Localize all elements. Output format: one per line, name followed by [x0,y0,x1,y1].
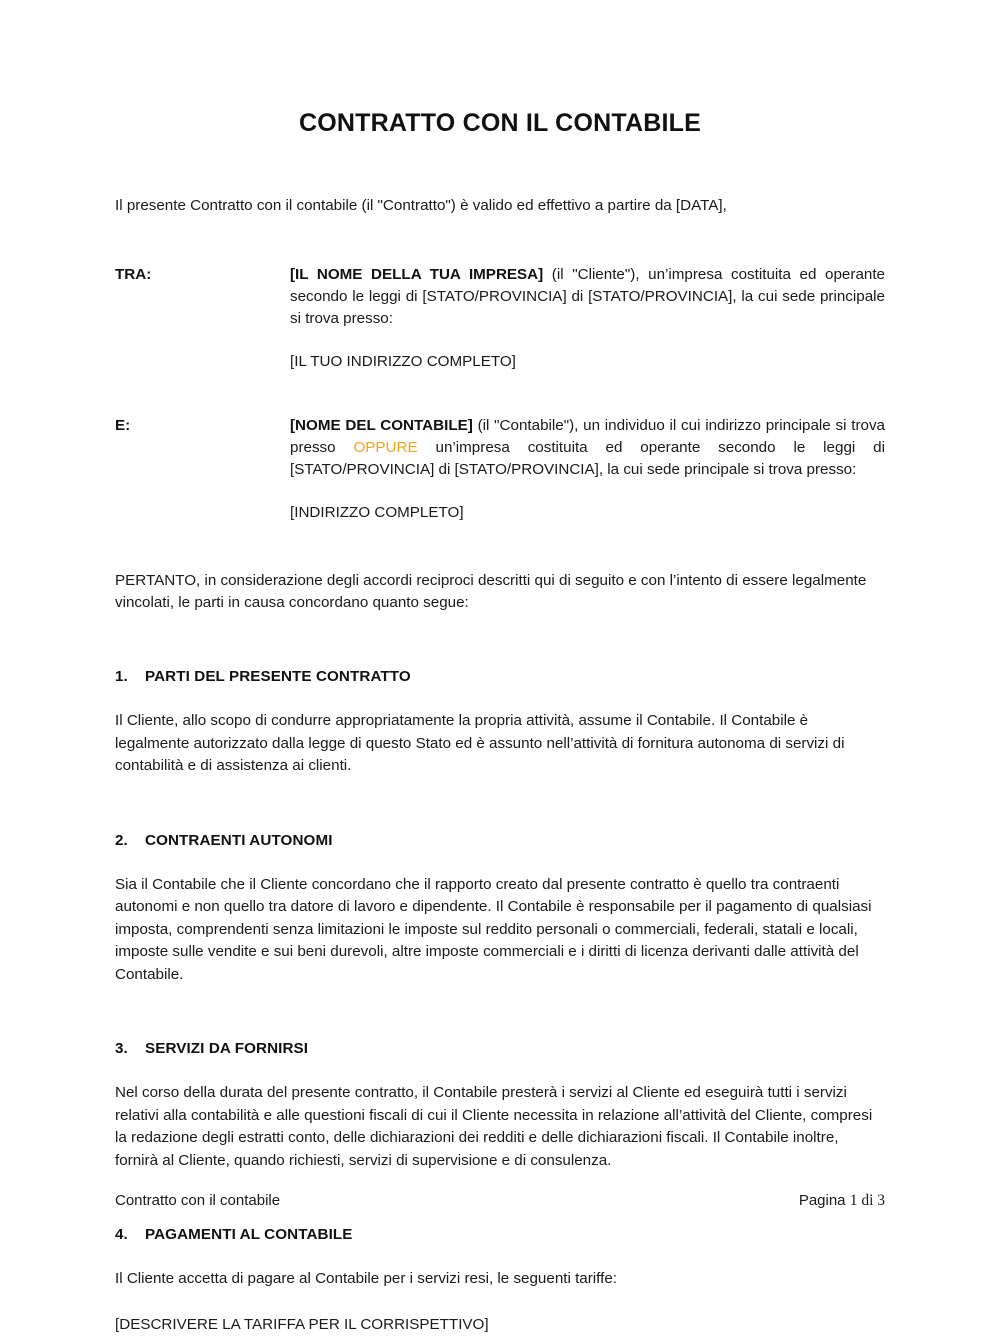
section-3-title: SERVIZI DA FORNIRSI [145,1040,309,1058]
party-block-e [115,415,885,524]
page-footer [115,1192,885,1210]
party-address-placeholder-client: [IL TUO INDIRIZZO COMPLETO] [290,353,516,371]
party-name-placeholder-client: [IL NOME DELLA TUA IMPRESA] [290,266,544,284]
party-label-tra: TRA: [115,266,152,284]
party-label-e: E: [115,417,131,435]
alternative-option-highlight: OPPURE [353,439,418,457]
section-3-heading [115,1038,885,1060]
footer-page-value: 1 di 3 [849,1192,885,1209]
section-2-number: 2. [115,831,128,849]
section-3-body: Nel corso della durata del presente contratto, il Contabile presterà i servizi al Cliente ed eseguirà tutti i servizi relativi alla contabilità e alle questioni fiscali di cui il Cliente necessita in relazione all’attività del Cliente, compresi la redazione degli estratti conto, delle dichiarazioni dei redditi e delle dichiarazioni fiscali. Il Contabile inoltre, fornirà al Cliente, quando richiesti, servizi di supervisione e di consulenza. [115,1084,873,1169]
footer-page-number [799,1192,885,1210]
intro-paragraph: Il presente Contratto con il contabile (il "Contratto") è valido ed effettivo a partire da [DATA], [115,197,727,214]
party-name-placeholder-accountant: [NOME DEL CONTABILE] [290,417,473,435]
section-4-number: 4. [115,1226,128,1244]
page-title: CONTRATTO CON IL CONTABILE [299,109,701,137]
party-body-tra [290,264,885,373]
section-4-title: PAGAMENTI AL CONTABILE [145,1226,353,1244]
party-description-accountant-after: un’impresa costituita ed operante secondo le leggi di [STATO/PROVINCIA] di [STATO/PROVINCIA], la cui sede principale si trova presso: [290,439,885,479]
party-block-tra [115,264,885,373]
section-1-title: PARTI DEL PRESENTE CONTRATTO [145,668,411,686]
section-4-fee-placeholder: [DESCRIVERE LA TARIFFA PER IL CORRISPETTIVO] [115,1315,489,1333]
section-1-body: Il Cliente, allo scopo di condurre appropriatamente la propria attività, assume il Contabile. Il Contabile è legalmente autorizzato dalla legge di questo Stato ed è assunto nell’attività di fornitura autonoma di servizi di contabilità e di assistenza ai clienti. [115,712,845,775]
section-2-title: CONTRAENTI AUTONOMI [145,831,333,849]
party-address-placeholder-accountant: [INDIRIZZO COMPLETO] [290,504,464,522]
section-2-body: Sia il Contabile che il Cliente concordano che il rapporto creato dal presente contratto è quello tra contraenti autonomi e non quello tra datore di lavoro e dipendente. Il Contabile è responsabile per il pagamento di qualsiasi imposta, comprendenti senza limitazioni le imposte sul reddito personali o commerciali, federali, statali e locali, imposte sulle vendite e sui beni durevoli, altre imposte commerciali e i diritti di licenza derivanti dalle attività del Contabile. [115,875,872,983]
section-4-body: Il Cliente accetta di pagare al Contabile per i servizi resi, le seguenti tariffe: [115,1270,618,1288]
document-content [115,0,885,1336]
party-description-client: (il "Cliente"), un’impresa costituita ed operante secondo le leggi di [STATO/PROVINCIA] di [STATO/PROVINCIA], la cui sede principale si trova presso: [290,266,885,328]
section-3 [115,1038,885,1172]
section-1-heading [115,666,885,688]
party-body-e [290,415,885,524]
section-2 [115,830,885,987]
section-3-number: 3. [115,1040,128,1058]
section-4-heading [115,1224,885,1246]
party-description-accountant-before: (il "Contabile"), un individuo il cui indirizzo principale si trova presso [290,417,885,457]
footer-page-label: Pagina [798,1192,850,1209]
footer-document-name: Contratto con il contabile [115,1192,281,1209]
section-2-heading [115,830,885,852]
recitals-paragraph: PERTANTO, in considerazione degli accordi reciproci descritti qui di seguito e con l’intento di essere legalmente vincolati, le parti in causa concordano quanto segue: [115,572,867,612]
section-1-number: 1. [115,668,128,686]
section-1 [115,666,885,778]
section-4 [115,1224,885,1336]
